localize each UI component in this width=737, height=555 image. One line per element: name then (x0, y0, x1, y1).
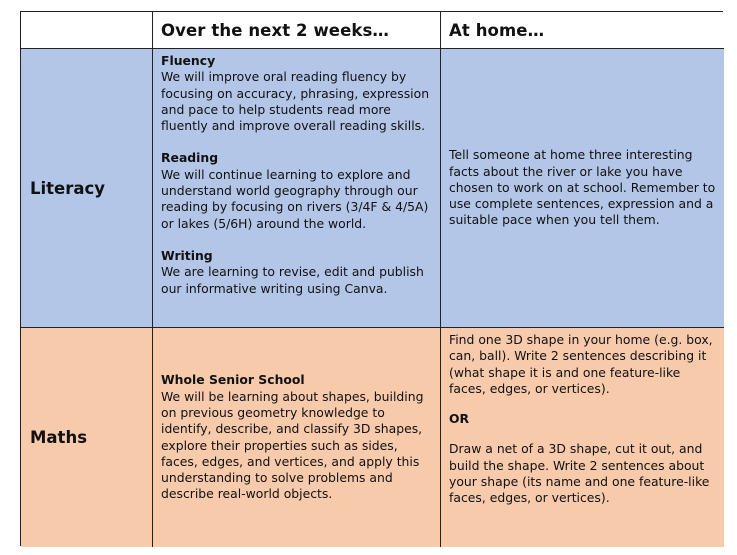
writing-text: We are learning to revise, edit and publish our informative writing using Canva. (161, 264, 424, 296)
reading-title: Reading (161, 150, 219, 166)
writing-section (161, 248, 434, 297)
header-col3-label: At home… (449, 20, 545, 40)
writing-title: Writing (161, 247, 213, 263)
fluency-section (161, 53, 434, 134)
maths-plan-cell (153, 328, 441, 547)
header-next-two-weeks (153, 12, 441, 49)
maths-home-option-a: Find one 3D shape in your home (e.g. box, can, ball). Write 2 sentences describing it (what shape it is and one feature-like faces, edges, or vertices). (449, 332, 713, 396)
reading-text: We will continue learning to explore and understand world geography through our reading by focusing on rivers (3/4F & 4/5A) or lakes (5/6H) around the world. (161, 166, 429, 231)
row-label-maths (21, 328, 153, 547)
maths-home-or: OR (449, 411, 470, 427)
fluency-title: Fluency (161, 53, 216, 68)
fluency-text: We will improve oral reading fluency by focusing on accuracy, phrasing, expression and pace to help students read more fluently and improve overall reading skills. (161, 69, 430, 134)
literacy-home-text: Tell someone at home three interesting facts about the river or lake you have chosen to work on at school. Remember to use complete sentences, expression and a suitable pace when you tell them. (449, 147, 716, 228)
header-empty-cell (21, 12, 153, 49)
maths-home-cell (441, 328, 724, 547)
literacy-home-cell (441, 49, 724, 328)
whole-senior-school-title: Whole Senior School (161, 372, 305, 388)
maths-label: Maths (30, 428, 88, 447)
row-label-literacy (21, 49, 153, 328)
whole-senior-school-section (161, 372, 434, 502)
literacy-plan-cell (153, 49, 441, 328)
header-at-home (441, 12, 724, 49)
weekly-overview-table (20, 11, 723, 546)
header-col2-label: Over the next 2 weeks… (161, 20, 389, 40)
maths-home-option-b: Draw a net of a 3D shape, cut it out, and build the shape. Write 2 sentences about your shape (its name and one feature-like faces, edges, or vertices). (449, 441, 710, 506)
reading-section (161, 150, 434, 231)
whole-senior-school-text: We will be learning about shapes, building on previous geometry knowledge to identify, describe, and classify 3D shapes, explore their properties such as sides, faces, edges, and vertices, and apply this understanding to solve problems and describe real-world objects. (161, 388, 424, 502)
literacy-label: Literacy (30, 178, 106, 198)
